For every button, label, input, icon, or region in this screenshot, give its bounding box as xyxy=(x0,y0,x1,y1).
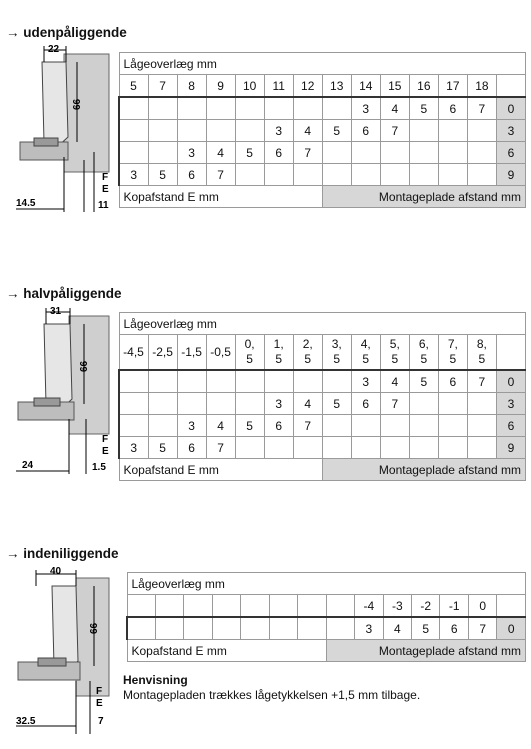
overlay-value xyxy=(241,595,269,618)
overlay-value: 12 xyxy=(293,75,322,98)
table-cell xyxy=(206,393,235,415)
table-cell xyxy=(212,617,240,640)
table-cell xyxy=(438,415,467,437)
table-cell xyxy=(322,164,351,186)
overlay-value-part: -2,5 xyxy=(152,344,173,359)
table-cell xyxy=(409,142,438,164)
table-cell xyxy=(351,142,380,164)
table-cell xyxy=(119,97,148,120)
table-cell: 7 xyxy=(467,370,496,393)
table-cell xyxy=(298,617,326,640)
table-cell xyxy=(177,370,206,393)
section-heading-halvpaaliggende: → halvpåliggende xyxy=(6,286,122,301)
overlay-value-part: 1, xyxy=(273,337,284,351)
overlay-value: 5 xyxy=(119,75,148,98)
table-cell xyxy=(351,437,380,459)
table-cell xyxy=(119,370,148,393)
table-cell xyxy=(264,437,293,459)
table-cell: 4 xyxy=(293,393,322,415)
spacer-cell xyxy=(496,75,525,98)
table-cell xyxy=(148,142,177,164)
table-cell xyxy=(241,617,269,640)
table-cell: 7 xyxy=(467,97,496,120)
table-cell xyxy=(467,164,496,186)
table-cell xyxy=(409,120,438,142)
table-cell: 5 xyxy=(235,415,264,437)
note-text: Montagepladen trækkes lågetykkelsen +1,5 mm tilbage. xyxy=(123,688,421,702)
table-cell xyxy=(293,97,322,120)
table-cell: 4 xyxy=(293,120,322,142)
table-cell: 7 xyxy=(380,393,409,415)
overlay-table-udenpaaliggende xyxy=(118,52,526,208)
overlay-value: 10 xyxy=(235,75,264,98)
table-cell: 4 xyxy=(383,617,411,640)
overlay-value-part: 5 xyxy=(449,352,457,366)
table-cell: 7 xyxy=(206,437,235,459)
table-cell xyxy=(264,164,293,186)
overlay-value: -4 xyxy=(355,595,383,618)
table-cell: 3 xyxy=(177,415,206,437)
overlay-value: 11 xyxy=(264,75,293,98)
overlay-value xyxy=(206,335,235,371)
table-cell: 3 xyxy=(119,164,148,186)
dim-e: E xyxy=(102,184,109,195)
table-cell xyxy=(467,393,496,415)
table-cell xyxy=(322,370,351,393)
overlay-value xyxy=(269,595,297,618)
table-cell xyxy=(438,120,467,142)
table-cell: 3 xyxy=(351,97,380,120)
table-cell: 7 xyxy=(293,142,322,164)
overlay-value-part: 5 xyxy=(391,352,399,366)
table-cell xyxy=(322,415,351,437)
dim-height: 66 xyxy=(79,360,90,372)
table-cell: 7 xyxy=(293,415,322,437)
table-cell: 5 xyxy=(235,142,264,164)
overlay-value: -2 xyxy=(412,595,440,618)
table-cell xyxy=(467,120,496,142)
footer-left: Kopafstand E mm xyxy=(127,640,326,662)
overlay-value-part: 3, xyxy=(331,337,342,351)
dim-left: 24 xyxy=(22,460,34,471)
table-cell: 6 xyxy=(438,370,467,393)
table-cell: 4 xyxy=(206,415,235,437)
dim-e: E xyxy=(96,698,103,709)
overlay-value xyxy=(177,335,206,371)
table-cell: 5 xyxy=(412,617,440,640)
table-cell xyxy=(351,164,380,186)
dim-left: 14.5 xyxy=(16,198,36,209)
overlay-value-part: -1,5 xyxy=(181,344,202,359)
footer-right: Montageplade afstand mm xyxy=(322,186,525,208)
overlay-value xyxy=(380,335,409,371)
footer-left: Kopafstand E mm xyxy=(119,459,322,481)
table-cell: 6 xyxy=(351,120,380,142)
overlay-value xyxy=(148,335,177,371)
dim-f: F xyxy=(102,434,109,445)
table-cell: 7 xyxy=(380,120,409,142)
plate-distance-value: 0 xyxy=(497,617,526,640)
overlay-value-part: 5 xyxy=(275,352,283,366)
table-cell xyxy=(467,142,496,164)
table-cell: 4 xyxy=(206,142,235,164)
table-cell: 4 xyxy=(380,370,409,393)
table-cell xyxy=(322,142,351,164)
overlay-table-indeniliggende xyxy=(126,572,526,662)
table-cell xyxy=(264,97,293,120)
table-cell: 4 xyxy=(380,97,409,120)
table-cell xyxy=(235,393,264,415)
overlay-label: Lågeoverlæg mm xyxy=(119,313,526,335)
overlay-value: -1 xyxy=(440,595,468,618)
overlay-value-part: 5 xyxy=(246,352,253,366)
hinge-diagram-udenpaaliggende xyxy=(14,42,114,214)
overlay-value-part: 0, xyxy=(244,337,255,351)
table-cell: 3 xyxy=(119,437,148,459)
plate-distance-value: 6 xyxy=(496,142,525,164)
table-cell: 3 xyxy=(351,370,380,393)
table-cell xyxy=(438,437,467,459)
table-cell: 5 xyxy=(322,120,351,142)
table-cell xyxy=(409,164,438,186)
hinge-diagram-halvpaaliggende xyxy=(14,304,114,476)
overlay-value xyxy=(438,335,467,371)
table-cell xyxy=(293,370,322,393)
table-cell xyxy=(184,617,212,640)
overlay-value: 13 xyxy=(322,75,351,98)
table-cell: 6 xyxy=(177,437,206,459)
table-cell xyxy=(155,617,183,640)
table-cell xyxy=(235,97,264,120)
overlay-value xyxy=(351,335,380,371)
table-cell: 7 xyxy=(468,617,496,640)
dim-f: F xyxy=(102,172,109,183)
table-cell xyxy=(409,437,438,459)
dim-right: 11 xyxy=(98,200,109,211)
table-cell: 6 xyxy=(264,142,293,164)
table-cell xyxy=(467,415,496,437)
table-cell: 5 xyxy=(409,370,438,393)
table-cell: 6 xyxy=(438,97,467,120)
dim-f: F xyxy=(96,686,103,697)
overlay-value xyxy=(235,335,264,371)
overlay-value-part: 5 xyxy=(304,352,312,366)
table-cell xyxy=(177,393,206,415)
table-cell xyxy=(409,415,438,437)
overlay-value xyxy=(155,595,183,618)
table-cell xyxy=(467,437,496,459)
table-cell xyxy=(235,437,264,459)
overlay-value xyxy=(119,335,148,371)
overlay-value-part: -0,5 xyxy=(210,344,231,359)
table-cell xyxy=(409,393,438,415)
table-cell: 6 xyxy=(351,393,380,415)
overlay-value: 14 xyxy=(351,75,380,98)
plate-distance-value: 0 xyxy=(496,97,525,120)
overlay-value-part: 7, xyxy=(447,337,458,351)
overlay-value-part: -4,5 xyxy=(123,344,144,359)
table-cell: 6 xyxy=(264,415,293,437)
table-cell xyxy=(438,164,467,186)
table-cell xyxy=(148,370,177,393)
table-cell xyxy=(380,142,409,164)
overlay-value xyxy=(212,595,240,618)
footer-left: Kopafstand E mm xyxy=(119,186,322,208)
dim-right: 1.5 xyxy=(92,462,106,473)
overlay-value: 18 xyxy=(467,75,496,98)
overlay-value: -3 xyxy=(383,595,411,618)
table-cell: 6 xyxy=(177,164,206,186)
table-cell xyxy=(127,617,155,640)
overlay-value xyxy=(264,335,293,371)
dim-height: 66 xyxy=(72,98,83,110)
plate-distance-value: 9 xyxy=(496,164,525,186)
table-cell: 3 xyxy=(264,393,293,415)
table-cell xyxy=(264,370,293,393)
section-heading-udenpaaliggende: → udenpåliggende xyxy=(6,25,127,40)
table-cell: 6 xyxy=(440,617,468,640)
dim-left: 32.5 xyxy=(16,716,36,727)
dim-height: 66 xyxy=(89,622,100,634)
section-heading-indeniliggende: → indeniliggende xyxy=(6,546,119,561)
overlay-value-part: 8, xyxy=(476,337,487,351)
table-cell xyxy=(269,617,297,640)
table-cell xyxy=(177,97,206,120)
table-cell xyxy=(119,415,148,437)
table-cell xyxy=(351,415,380,437)
table-cell xyxy=(119,393,148,415)
table-cell xyxy=(148,97,177,120)
note-title: Henvisning xyxy=(123,673,188,687)
overlay-value xyxy=(184,595,212,618)
plate-distance-value: 3 xyxy=(496,120,525,142)
table-cell xyxy=(206,120,235,142)
table-cell xyxy=(119,120,148,142)
overlay-value-part: 2, xyxy=(302,337,313,351)
table-cell: 3 xyxy=(264,120,293,142)
dim-right: 7 xyxy=(98,716,104,727)
table-cell xyxy=(322,437,351,459)
dim-e: E xyxy=(102,446,109,457)
table-cell xyxy=(177,120,206,142)
overlay-value xyxy=(127,595,155,618)
overlay-value-part: 5 xyxy=(362,352,370,366)
table-cell xyxy=(206,370,235,393)
overlay-label: Lågeoverlæg mm xyxy=(127,573,526,595)
dim-top: 22 xyxy=(48,44,60,55)
overlay-table-halvpaaliggende xyxy=(118,312,526,481)
table-cell: 5 xyxy=(148,437,177,459)
table-cell: 7 xyxy=(206,164,235,186)
overlay-value: 15 xyxy=(380,75,409,98)
footer-right: Montageplade afstand mm xyxy=(326,640,525,662)
overlay-value xyxy=(409,335,438,371)
overlay-value xyxy=(298,595,326,618)
table-cell xyxy=(438,142,467,164)
plate-distance-value: 9 xyxy=(496,437,525,459)
table-cell xyxy=(326,617,354,640)
overlay-value-part: 5 xyxy=(478,352,486,366)
table-cell xyxy=(380,415,409,437)
plate-distance-value: 0 xyxy=(496,370,525,393)
overlay-label: Lågeoverlæg mm xyxy=(119,53,526,75)
spacer-cell xyxy=(497,595,526,618)
overlay-value-part: 5, xyxy=(389,337,400,351)
table-cell xyxy=(322,97,351,120)
dim-top: 31 xyxy=(50,306,62,317)
table-cell xyxy=(148,120,177,142)
overlay-value: 16 xyxy=(409,75,438,98)
table-cell xyxy=(148,415,177,437)
footer-right: Montageplade afstand mm xyxy=(322,459,525,481)
overlay-value-part: 4, xyxy=(360,337,371,351)
table-cell xyxy=(380,437,409,459)
overlay-value: 7 xyxy=(148,75,177,98)
overlay-value: 9 xyxy=(206,75,235,98)
overlay-value: 17 xyxy=(438,75,467,98)
table-cell xyxy=(235,370,264,393)
table-cell: 3 xyxy=(177,142,206,164)
dim-top: 40 xyxy=(50,566,62,577)
table-cell xyxy=(380,164,409,186)
table-cell xyxy=(206,97,235,120)
table-cell xyxy=(235,120,264,142)
overlay-value-part: 5 xyxy=(333,352,341,366)
plate-distance-value: 6 xyxy=(496,415,525,437)
overlay-value xyxy=(322,335,351,371)
table-cell: 5 xyxy=(409,97,438,120)
table-cell xyxy=(293,437,322,459)
table-cell: 3 xyxy=(355,617,383,640)
spacer-cell xyxy=(496,335,525,371)
table-cell: 5 xyxy=(148,164,177,186)
table-cell xyxy=(119,142,148,164)
table-cell xyxy=(235,164,264,186)
table-cell xyxy=(293,164,322,186)
plate-distance-value: 3 xyxy=(496,393,525,415)
overlay-value xyxy=(293,335,322,371)
table-cell: 5 xyxy=(322,393,351,415)
overlay-value: 8 xyxy=(177,75,206,98)
overlay-value-part: 6, xyxy=(418,337,429,351)
table-cell xyxy=(438,393,467,415)
overlay-value: 0 xyxy=(468,595,496,618)
overlay-value-part: 5 xyxy=(420,352,428,366)
overlay-value xyxy=(326,595,354,618)
hinge-diagram-indeniliggende xyxy=(14,566,114,736)
table-cell xyxy=(148,393,177,415)
overlay-value xyxy=(467,335,496,371)
